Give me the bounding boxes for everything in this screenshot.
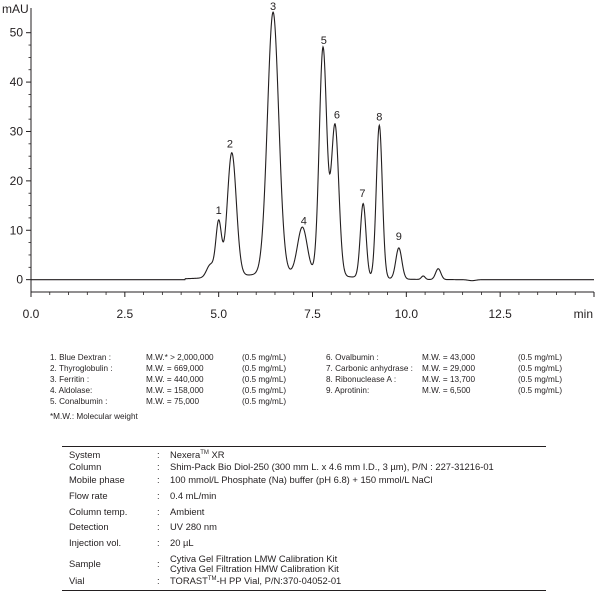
condition-colon: : xyxy=(157,537,160,548)
peak-label-7: 7 xyxy=(359,188,366,201)
peak-label-3: 3 xyxy=(270,0,277,13)
y-tick-label: 20 xyxy=(9,173,23,188)
condition-value: Nexera™ XR xyxy=(170,449,225,460)
condition-row xyxy=(62,449,546,461)
condition-label: System xyxy=(69,449,101,460)
condition-colon: : xyxy=(157,449,160,460)
concentration: (0.5 mg/mL) xyxy=(242,353,287,362)
condition-label: Detection xyxy=(69,521,109,532)
condition-colon: : xyxy=(157,558,160,569)
condition-row xyxy=(62,490,546,506)
y-tick-label: 50 xyxy=(9,25,23,40)
condition-value: Shim-Pack Bio Diol-250 (300 mm L. x 4.6 mm I.D., 3 µm), P/N : 227-31216-01 xyxy=(170,461,494,472)
legend-footnote: *M.W.: Molecular weight xyxy=(50,412,138,421)
concentration: (0.5 mg/mL) xyxy=(242,386,287,395)
y-tick-label: 30 xyxy=(9,124,23,139)
compound-name: 2. Thyroglobulin : xyxy=(50,364,113,373)
condition-value: Ambient xyxy=(170,506,205,517)
x-axis-label: min xyxy=(573,307,593,321)
concentration: (0.5 mg/mL) xyxy=(242,364,287,373)
condition-colon: : xyxy=(157,506,160,517)
y-tick-label: 0 xyxy=(16,272,23,287)
condition-value: UV 280 nm xyxy=(170,521,217,532)
x-tick-label: 7.5 xyxy=(304,307,321,321)
condition-colon: : xyxy=(157,490,160,501)
x-tick-label: 12.5 xyxy=(488,307,512,321)
chromatogram-trace xyxy=(31,12,594,281)
concentration: (0.5 mg/mL) xyxy=(518,353,563,362)
condition-value: 20 µL xyxy=(170,537,194,548)
condition-colon: : xyxy=(157,461,160,472)
concentration: (0.5 mg/mL) xyxy=(518,386,563,395)
peak-label-8: 8 xyxy=(376,111,383,124)
condition-colon: : xyxy=(157,521,160,532)
compound-name: 8. Ribonuclease A : xyxy=(326,375,397,384)
condition-row xyxy=(62,537,546,554)
condition-row xyxy=(62,575,546,589)
peak-label-5: 5 xyxy=(320,35,327,48)
molecular-weight: M.W. = 669,000 xyxy=(146,364,204,373)
y-tick-label: 10 xyxy=(9,223,23,238)
condition-row xyxy=(62,521,546,537)
peak-label-1: 1 xyxy=(215,204,222,217)
condition-value: TORAST™-H PP Vial, P/N:370-04052-01 xyxy=(170,575,342,586)
x-tick-label: 5.0 xyxy=(210,307,228,321)
chart-axes xyxy=(2,2,594,321)
condition-label: Column xyxy=(69,461,102,472)
x-tick-label: 0.0 xyxy=(22,307,40,321)
condition-value: 0.4 mL/min xyxy=(170,490,217,501)
concentration: (0.5 mg/mL) xyxy=(242,375,287,384)
x-tick-label: 10.0 xyxy=(394,307,419,321)
molecular-weight: M.W. = 6,500 xyxy=(422,386,471,395)
condition-label: Mobile phase xyxy=(69,474,125,485)
condition-value: 100 mmol/L Phosphate (Na) buffer (pH 6.8) + 150 mmol/L NaCl xyxy=(170,474,433,485)
concentration: (0.5 mg/mL) xyxy=(242,397,287,406)
molecular-weight: M.W. = 29,000 xyxy=(422,364,476,373)
peak-label-9: 9 xyxy=(395,231,402,244)
condition-row xyxy=(62,554,546,575)
molecular-weight: M.W. = 75,000 xyxy=(146,397,200,406)
compound-name: 9. Aprotinin: xyxy=(326,386,370,395)
condition-label: Vial xyxy=(69,575,85,586)
y-axis-label: mAU xyxy=(2,2,29,16)
concentration: (0.5 mg/mL) xyxy=(518,364,563,373)
peak-label-4: 4 xyxy=(300,215,307,228)
condition-colon: : xyxy=(157,474,160,485)
x-tick-label: 2.5 xyxy=(116,307,134,321)
molecular-weight: M.W. = 158,000 xyxy=(146,386,204,395)
conditions-table xyxy=(62,446,546,591)
compound-name: 7. Carbonic anhydrase : xyxy=(326,364,413,373)
peak-label-6: 6 xyxy=(333,109,340,122)
compound-name: 5. Conalbumin : xyxy=(50,397,108,406)
molecular-weight: M.W. = 440,000 xyxy=(146,375,204,384)
condition-row xyxy=(62,474,546,490)
concentration: (0.5 mg/mL) xyxy=(518,375,563,384)
molecular-weight: M.W. = 43,000 xyxy=(422,353,476,362)
molecular-weight: M.W. = 13,700 xyxy=(422,375,476,384)
peak-label-2: 2 xyxy=(226,138,233,151)
chart-ticks xyxy=(10,26,594,321)
compound-name: 4. Aldolase: xyxy=(50,386,93,395)
condition-value: Cytiva Gel Filtration LMW Calibration Kit Cytiva Gel Filtration HMW Calibration Kit xyxy=(170,553,339,574)
compound-name: 1. Blue Dextran : xyxy=(50,353,111,362)
condition-label: Sample xyxy=(69,558,101,569)
molecular-weight: M.W.* > 2,000,000 xyxy=(146,353,214,362)
condition-row xyxy=(62,506,546,521)
condition-label: Column temp. xyxy=(69,506,128,517)
condition-row xyxy=(62,461,546,474)
condition-colon: : xyxy=(157,575,160,586)
compound-name: 3. Ferritin : xyxy=(50,375,90,384)
condition-label: Flow rate xyxy=(69,490,108,501)
condition-label: Injection vol. xyxy=(69,537,122,548)
peak-labels xyxy=(216,1,402,243)
compound-name: 6. Ovalbumin : xyxy=(326,353,379,362)
y-tick-label: 40 xyxy=(9,75,23,90)
